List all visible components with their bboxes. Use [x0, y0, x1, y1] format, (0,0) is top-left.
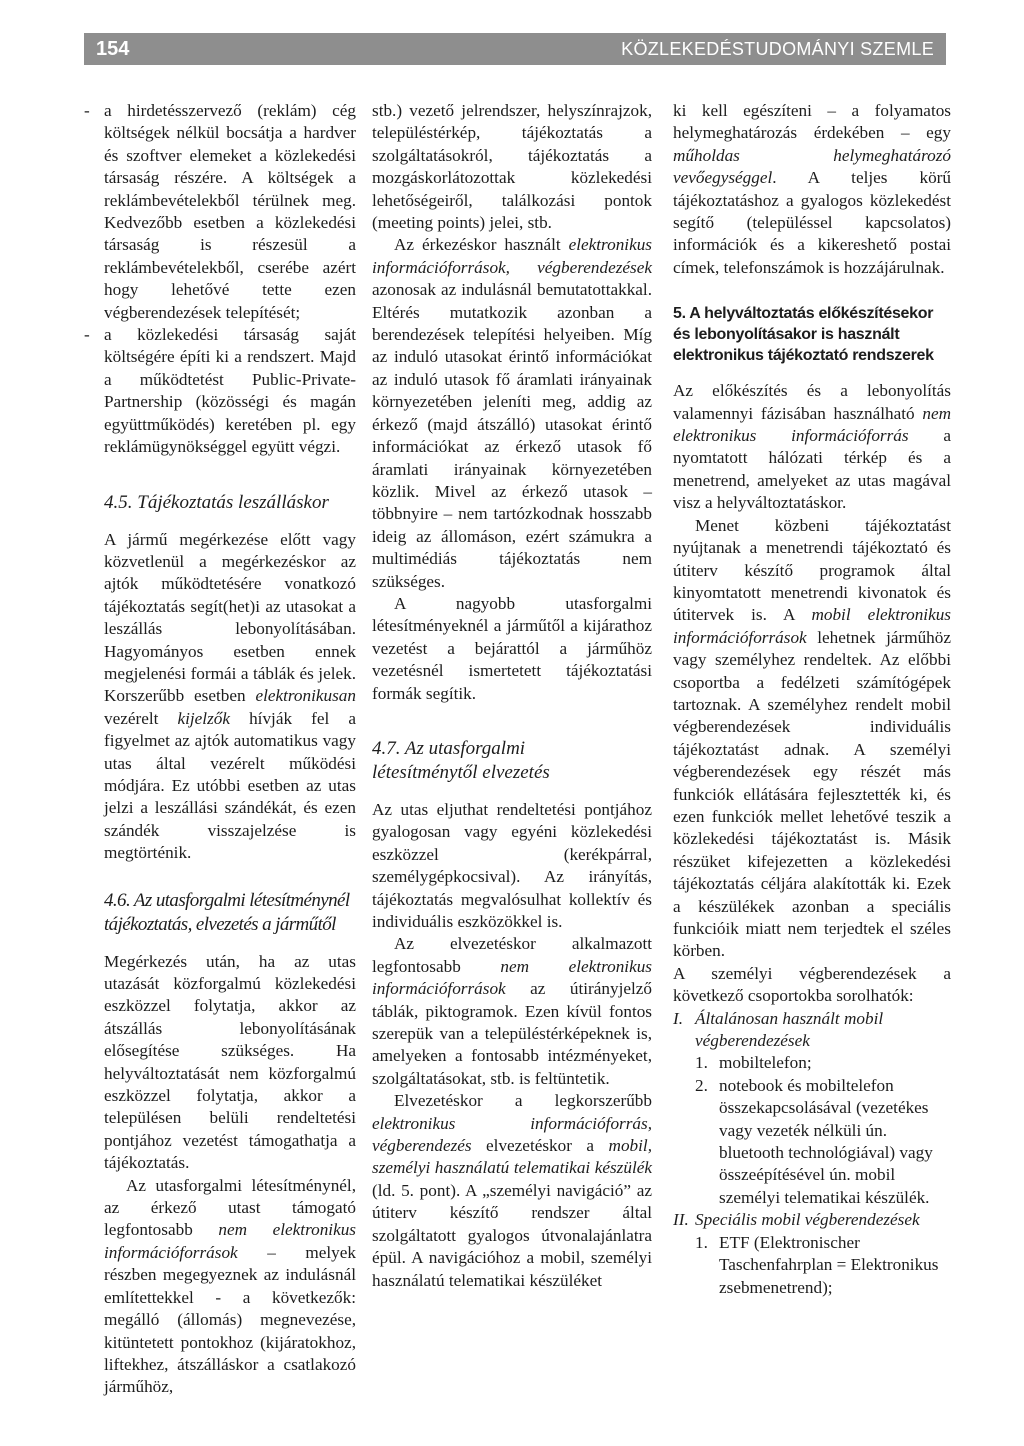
- list-item: [84, 100, 356, 324]
- device-group-list: [673, 1008, 951, 1299]
- roman-mark: II.: [673, 1210, 689, 1230]
- paragraph: stb.) vezető jelrendszer, helyszínrajzok, településtérkép, tájékoztatás a szolgáltatásokról, tájékoztatás a mozgáskorlátozottak közlekedési lehetőségeiről, találkozási pontok (meeting points) jelei, stb.: [372, 101, 652, 233]
- paragraph: Az utasforgalmi létesítménynél, az érkező utast támogató legfontosabb nem elektronikus információforrások – melyek részben megegyeznek az indulásnál említettekkel - a következők: megálló (állomás) megnevezése, kitüntetett pontokhoz (kijáratokhoz, liftekhez, átszálláskor a csatlakozó járműhöz,: [104, 1175, 356, 1397]
- list-item-text: a hirdetésszervező (reklám) cég költségek nélkül bocsátja a hardver és szoftver elemeket a közlekedési társaság részére. A költségek a reklámbevételekből térülnek meg. Kedvezőbb esetben a közlekedési társaság is részesül a reklámbevételekből, cserébe azért hogy lehetővé tette ezen végberendezések telepítését;: [104, 101, 356, 322]
- list-item: [695, 1052, 951, 1074]
- group-title: Speciális mobil végberendezések: [695, 1210, 920, 1230]
- list-item-text: ETF (Elektronischer Taschenfahrplan = Elektronikus zsebmenetrend);: [719, 1232, 939, 1297]
- dash-mark: -: [84, 325, 90, 345]
- column-middle: [372, 100, 652, 1292]
- list-item-text: mobiltelefon;: [719, 1053, 812, 1073]
- list-item-text: notebook és mobiltelefon összekapcsolásával (vezetékes vagy vezeték nélküli ún. bluetooth technológiával) vagy összeépítésével ún. mobil személyi telematikai készülék.: [719, 1075, 933, 1207]
- number-mark: 1.: [695, 1053, 708, 1073]
- list-item: [84, 324, 356, 458]
- paragraph: Az elvezetéskor alkalmazott legfontosabb nem elektronikus információforrások az útirányjelző táblák, piktogramok. Ezen kívül fontos szerepük van a településtérképeknek is, amelyeken a fontosabb intézményeket, szolgáltatásokat, stb. is feltüntetik.: [372, 934, 652, 1088]
- paragraph: Az utas eljuthat rendeltetési pontjához gyalogosan vagy egyéni közlekedési eszközzel (kerékpárral, személygépkocsival). Az irányítás, tájékoztatás megvalósulhat kollektív és individuális eszközökkel is.: [372, 799, 652, 931]
- paragraph: A személyi végberendezések a következő csoportokba sorolhatók:: [673, 963, 951, 1006]
- paragraph: A jármű megérkezése előtt vagy közvetlenül a megérkezéskor az ajtók működtetésére vonatkozó tájékoztatás segít(het)i az utasokat a leszállás lebonyolításában. Hagyományos esetben ennek megjelenési formái a táblák és jelek. Korszerűbb esetben elektronikusan vezérelt kijelzők hívják fel a figyelmet az ajtók automatikus vagy utas által vezérelt működési módjára. Ez utóbbi esetben az utas jelzi a leszállási szándékát, és ezen szándék visszajelzése is megtörténik.: [104, 529, 356, 863]
- dash-list: [84, 100, 356, 459]
- sub-list: [695, 1052, 951, 1209]
- page-number: 154: [96, 37, 130, 60]
- section-heading-4-5: 4.5. Tájékoztatás leszálláskor: [104, 491, 329, 513]
- roman-mark: I.: [673, 1008, 684, 1028]
- list-item: [695, 1232, 951, 1299]
- section-heading-5: 5. A helyváltoztatás előkészítésekor és lebonyolításakor is használt elektronikus tájékoztató rendszerek: [673, 305, 934, 365]
- number-mark: 1.: [695, 1232, 708, 1252]
- paragraph: A nagyobb utasforgalmi létesítményeknél a járműtől a kijárathoz vezetést a bejárattól a járműhöz vezetésnél ismertetett tájékoztatási formák segítik.: [372, 593, 652, 703]
- list-item: [695, 1075, 951, 1209]
- section-heading-4-7: 4.7. Az utasforgalmi létesítménytől elvezetés: [372, 737, 550, 783]
- sub-list: [695, 1232, 951, 1299]
- list-item: [673, 1209, 951, 1299]
- paragraph: Megérkezés után, ha az utas utazását közforgalmú közlekedési eszközzel folytatja, akkor az átszállás lebonyolításának elősegítése szükséges. Ha helyváltoztatását nem közforgalmú eszközzel folytatja, akkor a településen belüli rendeltetési pontjához vezetést támogathatja a tájékoztatás.: [104, 951, 356, 1173]
- list-item: [673, 1008, 951, 1210]
- paragraph: Az előkészítés és a lebonyolítás valamennyi fázisában használható nem elektronikus információforrás a nyomtatott hálózati térkép és a menetrend, amelyeket az utas magával visz a helyváltoztatáskor.: [673, 381, 951, 513]
- dash-mark: -: [84, 101, 90, 120]
- list-item-text: a közlekedési társaság saját költségére építi ki a rendszert. Majd a működtetést Public-Private-Partnership (közösségi és magán együttműködés) keretében pl. egy reklámügynökséggel együtt végzi.: [104, 325, 356, 457]
- group-title: Általánosan használt mobil végberendezések: [695, 1008, 884, 1051]
- paragraph: Az érkezéskor használt elektronikus információforrások, végberendezések azonosak az indulásnál bemutatottakkal. Eltérés mutatkozik azonban a berendezések telepítési helyeiben. Míg az induló utasokat érintő információkat az induló utasok fő áramlati irányainak környezetében jeleníti meg, addig az érkező (majd átszálló) utasokat érintő információkat az érkező utasok fő áramlati irányainak környezetében közlik. Mivel az érkező utasok – többnyire – nem tartózkodnak hosszabb ideig az állomáson, ezért számukra a multimédiás tájékoztatás nem szükséges.: [372, 235, 652, 591]
- running-header: [84, 33, 946, 65]
- section-heading-4-6: 4.6. Az utasforgalmi létesítménynél tájékoztatás, elvezetés a járműtől: [104, 889, 350, 935]
- paragraph: ki kell egészíteni – a folyamatos helymeghatározás érdekében – egy műholdas helymeghatározó vevőegységgel. A teljes körű tájékoztatáshoz a gyalogos közlekedést segítő (településsel kapcsolatos) információk és a kikereshető postai címek, telefonszámok is hozzájárulnak.: [673, 101, 951, 277]
- column-left: [84, 100, 356, 1399]
- paragraph: Elvezetéskor a legkorszerűbb elektronikus információforrás, végberendezés elvezetéskor a mobil, személyi használatú telematikai készülék (ld. 5. pont). A „személyi navigáció” az útiterv készítő rendszer által szolgáltatott gyalogos útvonalajánlatra épül. A navigációhoz a mobil, személyi használatú telematikai készüléket: [372, 1091, 652, 1290]
- journal-title: KÖZLEKEDÉSTUDOMÁNYI SZEMLE: [621, 38, 934, 59]
- paragraph: Menet közbeni tájékoztatást nyújtanak a menetrendi tájékoztató és útiterv készítő programok által kinyomtatott menetrendi kivonatok és útitervek is. A mobil elektronikus információforrások lehetnek járműhöz vagy személyhez rendeltek. Az előbbi csoportba a fedélzeti számítógépek tartoznak. A személyhez rendelt mobil végberendezések individuális tájékoztatást adnak. A személyi végberendezések egy részét más funkciók ellátására fejlesztették ki, és ezen funkciók mellet lehetővé teszik a közlekedési tájékoztatást is. Másik részüket kifejezetten a közlekedési tájékoztatás céljára alakították ki. Ezek a készülékek azonban a speciális funkcióik miatt nem terjedtek el széles körben.: [673, 515, 951, 961]
- number-mark: 2.: [695, 1075, 708, 1095]
- column-right: [673, 100, 951, 1299]
